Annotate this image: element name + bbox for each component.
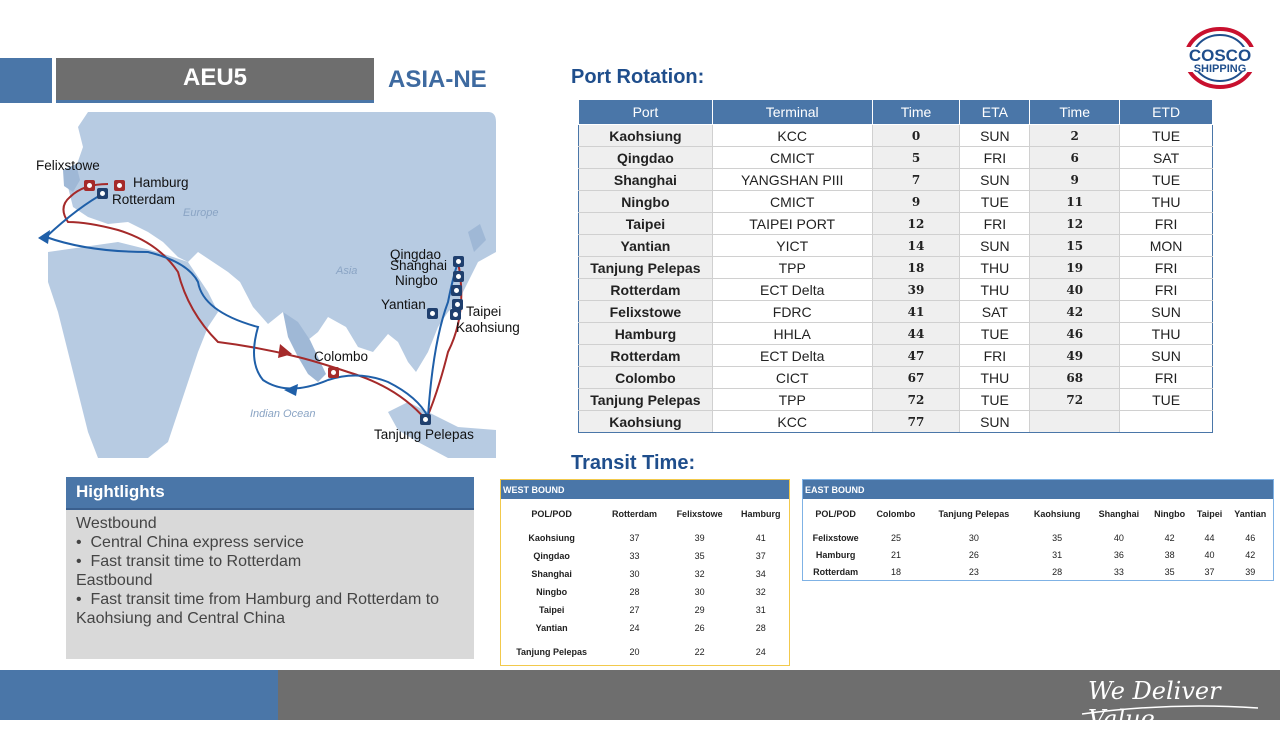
west-transit-pol: Qingdao (533, 551, 570, 561)
rotation-header-row (579, 100, 1213, 125)
west-transit-pol: Yantian (535, 623, 568, 633)
east-transit-days: 37 (1204, 566, 1215, 577)
transit-time-title: Transit Time: (571, 452, 696, 474)
west-transit-header: Hamburg (740, 509, 781, 519)
rotation-etd: SUN (1120, 345, 1213, 367)
svg-text:COSCO: COSCO (1188, 46, 1252, 65)
rotation-eta: THU (960, 367, 1030, 389)
rotation-port: Ningbo (579, 191, 713, 213)
port-marker-tanjung-pelepas (420, 414, 431, 425)
rotation-terminal: HHLA (712, 323, 872, 345)
rotation-etd (1120, 411, 1213, 433)
east-transit-days: 46 (1245, 532, 1256, 543)
rotation-terminal: TPP (712, 389, 872, 411)
eastbound-label: EAST BOUND (803, 480, 1273, 499)
rotation-departure-day: 11 (1030, 191, 1120, 213)
rotation-eta: SUN (960, 125, 1030, 147)
east-transit-days: 40 (1113, 532, 1124, 543)
port-marker-rotterdam (97, 188, 108, 199)
rotation-terminal: ECT Delta (712, 279, 872, 301)
west-transit-row (501, 565, 789, 583)
west-transit-days: 27 (629, 605, 640, 615)
west-transit-row (501, 547, 789, 565)
port-marker-qingdao (453, 256, 464, 267)
rotation-terminal: TAIPEI PORT (712, 213, 872, 235)
west-transit-row (501, 619, 789, 637)
west-transit-days: 32 (694, 569, 705, 579)
rotation-port: Taipei (579, 213, 713, 235)
east-transit-days: 33 (1113, 566, 1124, 577)
west-transit-row (501, 637, 789, 667)
west-transit-pol: Kaohsiung (528, 533, 575, 543)
rotation-port: Rotterdam (579, 345, 713, 367)
service-title: AEU5 (56, 58, 374, 103)
header-accent-block (0, 58, 52, 103)
map-label-taipei: Taipei (466, 304, 502, 319)
map-region-europe: Europe (183, 207, 219, 219)
rotation-row (579, 257, 1213, 279)
west-transit-days: 22 (694, 647, 705, 657)
rotation-etd: THU (1120, 323, 1213, 345)
rotation-port: Tanjung Pelepas (579, 389, 713, 411)
rotation-departure-day: 15 (1030, 235, 1120, 257)
west-transit-header: POL/POD (531, 509, 572, 519)
highlights-westbound-label: Westbound (76, 515, 157, 532)
west-transit-days: 35 (694, 551, 705, 561)
map-label-ningbo: Ningbo (395, 273, 438, 288)
east-transit-header: Kaohsiung (1033, 509, 1081, 519)
rotation-arrival-day: 12 (872, 213, 960, 235)
rotation-arrival-day: 5 (872, 147, 960, 169)
west-transit-days: 28 (755, 623, 766, 633)
east-transit-header: Yantian (1234, 509, 1267, 519)
map-label-kaohsiung: Kaohsiung (456, 320, 520, 335)
rotation-eta: SUN (960, 411, 1030, 433)
rotation-departure-day: 40 (1030, 279, 1120, 301)
rotation-eta: FRI (960, 147, 1030, 169)
east-transit-pol: Rotterdam (813, 566, 859, 577)
west-transit-pol: Taipei (538, 605, 565, 615)
west-transit-days: 41 (755, 533, 766, 543)
west-transit-days: 30 (629, 569, 640, 579)
east-transit-days: 39 (1245, 566, 1256, 577)
rotation-port: Hamburg (579, 323, 713, 345)
east-transit-days: 44 (1204, 532, 1215, 543)
svg-text:SHIPPING: SHIPPING (1193, 63, 1247, 75)
east-transit-days: 26 (968, 549, 979, 560)
port-rotation-table (578, 99, 1213, 433)
east-transit-header: Colombo (876, 509, 916, 519)
rotation-arrival-day: 0 (872, 125, 960, 147)
footer-blue-band (0, 670, 278, 720)
rotation-row (579, 213, 1213, 235)
map-label-colombo: Colombo (314, 349, 369, 364)
west-transit-days: 28 (629, 587, 640, 597)
west-transit-days: 30 (694, 587, 705, 597)
rotation-terminal: YANGSHAN PIII (712, 169, 872, 191)
east-transit-days: 30 (968, 532, 979, 543)
east-transit-header: Shanghai (1098, 509, 1140, 519)
east-transit-row (803, 546, 1273, 563)
rotation-arrival-day: 44 (872, 323, 960, 345)
port-marker-taipei (452, 299, 463, 310)
rotation-header-port: Port (579, 100, 713, 125)
west-transit-days: 39 (694, 533, 705, 543)
east-transit-row (803, 563, 1273, 580)
westbound-transit-table (500, 479, 790, 666)
port-marker-hamburg (114, 180, 125, 191)
rotation-eta: SAT (960, 301, 1030, 323)
east-transit-days: 42 (1164, 532, 1175, 543)
east-transit-header: Taipei (1196, 509, 1223, 519)
highlights-title: Hightlights (66, 477, 474, 510)
west-transit-days: 24 (629, 623, 640, 633)
west-transit-days: 26 (694, 623, 705, 633)
east-transit-days: 35 (1052, 532, 1063, 543)
west-transit-days: 32 (755, 587, 766, 597)
rotation-etd: FRI (1120, 213, 1213, 235)
rotation-eta: TUE (960, 191, 1030, 213)
east-transit-days: 36 (1113, 549, 1124, 560)
rotation-terminal: KCC (712, 411, 872, 433)
east-transit-days: 31 (1052, 549, 1063, 560)
port-marker-felixstowe (84, 180, 95, 191)
east-transit-days: 18 (890, 566, 901, 577)
rotation-port: Yantian (579, 235, 713, 257)
west-transit-days: 37 (755, 551, 766, 561)
rotation-eta: THU (960, 257, 1030, 279)
rotation-arrival-day: 77 (872, 411, 960, 433)
rotation-eta: TUE (960, 323, 1030, 345)
rotation-row (579, 367, 1213, 389)
rotation-eta: SUN (960, 235, 1030, 257)
title-underline (56, 100, 374, 103)
rotation-port: Qingdao (579, 147, 713, 169)
west-transit-header: Felixstowe (676, 509, 723, 519)
west-transit-row (501, 583, 789, 601)
rotation-port: Kaohsiung (579, 125, 713, 147)
west-transit-days: 24 (755, 647, 766, 657)
rotation-etd: FRI (1120, 279, 1213, 301)
rotation-row (579, 279, 1213, 301)
east-transit-pol: Hamburg (815, 549, 856, 560)
rotation-arrival-day: 72 (872, 389, 960, 411)
rotation-port: Felixstowe (579, 301, 713, 323)
west-transit-pol: Shanghai (531, 569, 572, 579)
rotation-row (579, 323, 1213, 345)
map-label-shanghai: Shanghai (390, 258, 448, 273)
rotation-row (579, 345, 1213, 367)
cosco-shipping-logo (1168, 26, 1272, 92)
highlight-item: • Fast transit time from Hamburg and Rotterdam to Kaohsiung and Central China (76, 591, 440, 627)
rotation-departure-day: 49 (1030, 345, 1120, 367)
rotation-row (579, 125, 1213, 147)
rotation-terminal: CMICT (712, 191, 872, 213)
west-transit-pol: Tanjung Pelepas (516, 647, 588, 657)
map-region-indian-ocean: Indian Ocean (250, 408, 316, 420)
east-transit-days: 25 (890, 532, 901, 543)
map-label-tanjung-pelepas: Tanjung Pelepas (374, 427, 474, 442)
rotation-departure-day: 72 (1030, 389, 1120, 411)
rotation-departure-day: 42 (1030, 301, 1120, 323)
west-transit-pol: Ningbo (536, 587, 568, 597)
rotation-eta: FRI (960, 213, 1030, 235)
rotation-eta: THU (960, 279, 1030, 301)
highlight-item: • Central China express service (76, 534, 304, 551)
map-label-qingdao: Qingdao (390, 247, 442, 262)
west-transit-days: 29 (694, 605, 705, 615)
map-label-felixstowe: Felixstowe (36, 158, 100, 173)
port-marker-ningbo (451, 285, 462, 296)
rotation-eta: FRI (960, 345, 1030, 367)
west-transit-days: 33 (629, 551, 640, 561)
west-transit-row (501, 601, 789, 619)
rotation-arrival-day: 7 (872, 169, 960, 191)
rotation-etd: TUE (1120, 125, 1213, 147)
rotation-port: Colombo (579, 367, 713, 389)
rotation-arrival-day: 14 (872, 235, 960, 257)
rotation-arrival-day: 39 (872, 279, 960, 301)
map-label-yantian: Yantian (381, 297, 426, 312)
rotation-terminal: CMICT (712, 147, 872, 169)
rotation-etd: TUE (1120, 169, 1213, 191)
rotation-departure-day: 46 (1030, 323, 1120, 345)
rotation-etd: TUE (1120, 389, 1213, 411)
map-region-asia: Asia (336, 265, 358, 277)
rotation-etd: THU (1120, 191, 1213, 213)
east-transit-row (803, 529, 1273, 546)
port-marker-colombo (328, 367, 339, 378)
rotation-departure-day: 6 (1030, 147, 1120, 169)
rotation-row (579, 411, 1213, 433)
east-transit-pol: Felixstowe (812, 532, 859, 543)
rotation-port: Kaohsiung (579, 411, 713, 433)
east-transit-header: Ningbo (1154, 509, 1186, 519)
westbound-label: WEST BOUND (501, 480, 789, 499)
east-transit-days: 40 (1204, 549, 1215, 560)
rotation-terminal: ECT Delta (712, 345, 872, 367)
rotation-arrival-day: 41 (872, 301, 960, 323)
west-transit-days: 20 (629, 647, 640, 657)
rotation-row (579, 169, 1213, 191)
rotation-terminal: CICT (712, 367, 872, 389)
east-transit-days: 23 (968, 566, 979, 577)
rotation-header-arrival-time: Time (872, 100, 960, 125)
rotation-row (579, 235, 1213, 257)
east-transit-header: POL/POD (815, 509, 856, 519)
east-transit-days: 21 (890, 549, 901, 560)
rotation-etd: FRI (1120, 367, 1213, 389)
east-transit-days: 42 (1245, 549, 1256, 560)
west-transit-row (501, 529, 789, 547)
rotation-row (579, 147, 1213, 169)
west-transit-days: 31 (755, 605, 766, 615)
rotation-arrival-day: 67 (872, 367, 960, 389)
map-label-rotterdam: Rotterdam (112, 192, 176, 207)
rotation-terminal: KCC (712, 125, 872, 147)
rotation-arrival-day: 18 (872, 257, 960, 279)
west-transit-days: 34 (755, 569, 766, 579)
port-marker-shanghai (453, 271, 464, 282)
trade-subtitle: ASIA-NE (388, 66, 487, 93)
rotation-port: Shanghai (579, 169, 713, 191)
footer-tagline: We Deliver Value (1088, 677, 1221, 733)
rotation-row (579, 389, 1213, 411)
east-transit-header: Tanjung Pelepas (938, 509, 1010, 519)
rotation-departure-day: 12 (1030, 213, 1120, 235)
port-marker-yantian (427, 308, 438, 319)
rotation-port: Rotterdam (579, 279, 713, 301)
port-rotation-title: Port Rotation: (571, 66, 705, 88)
highlights-eastbound-label: Eastbound (76, 572, 153, 589)
highlights-panel (66, 477, 474, 659)
eastbound-transit-table (802, 479, 1274, 581)
rotation-header-eta: ETA (960, 100, 1030, 125)
map-label-hamburg: Hamburg (133, 175, 189, 190)
rotation-departure-day (1030, 411, 1120, 433)
rotation-header-terminal: Terminal (712, 100, 872, 125)
rotation-terminal: YICT (712, 235, 872, 257)
rotation-departure-day: 9 (1030, 169, 1120, 191)
west-transit-days: 37 (629, 533, 640, 543)
rotation-terminal: TPP (712, 257, 872, 279)
rotation-eta: TUE (960, 389, 1030, 411)
rotation-etd: SUN (1120, 301, 1213, 323)
rotation-port: Tanjung Pelepas (579, 257, 713, 279)
rotation-row (579, 301, 1213, 323)
rotation-departure-day: 2 (1030, 125, 1120, 147)
rotation-departure-day: 19 (1030, 257, 1120, 279)
rotation-terminal: FDRC (712, 301, 872, 323)
rotation-header-etd: ETD (1120, 100, 1213, 125)
route-map (28, 112, 520, 458)
rotation-etd: MON (1120, 235, 1213, 257)
rotation-header-departure-time: Time (1030, 100, 1120, 125)
rotation-row (579, 191, 1213, 213)
rotation-etd: FRI (1120, 257, 1213, 279)
tagline-swoosh (1080, 700, 1260, 718)
rotation-eta: SUN (960, 169, 1030, 191)
east-transit-days: 38 (1164, 549, 1175, 560)
highlight-item: • Fast transit time to Rotterdam (76, 553, 302, 570)
rotation-departure-day: 68 (1030, 367, 1120, 389)
rotation-arrival-day: 47 (872, 345, 960, 367)
rotation-etd: SAT (1120, 147, 1213, 169)
rotation-arrival-day: 9 (872, 191, 960, 213)
east-transit-days: 35 (1164, 566, 1175, 577)
west-transit-header: Rotterdam (611, 509, 657, 519)
port-marker-kaohsiung (450, 309, 461, 320)
east-transit-days: 28 (1052, 566, 1063, 577)
